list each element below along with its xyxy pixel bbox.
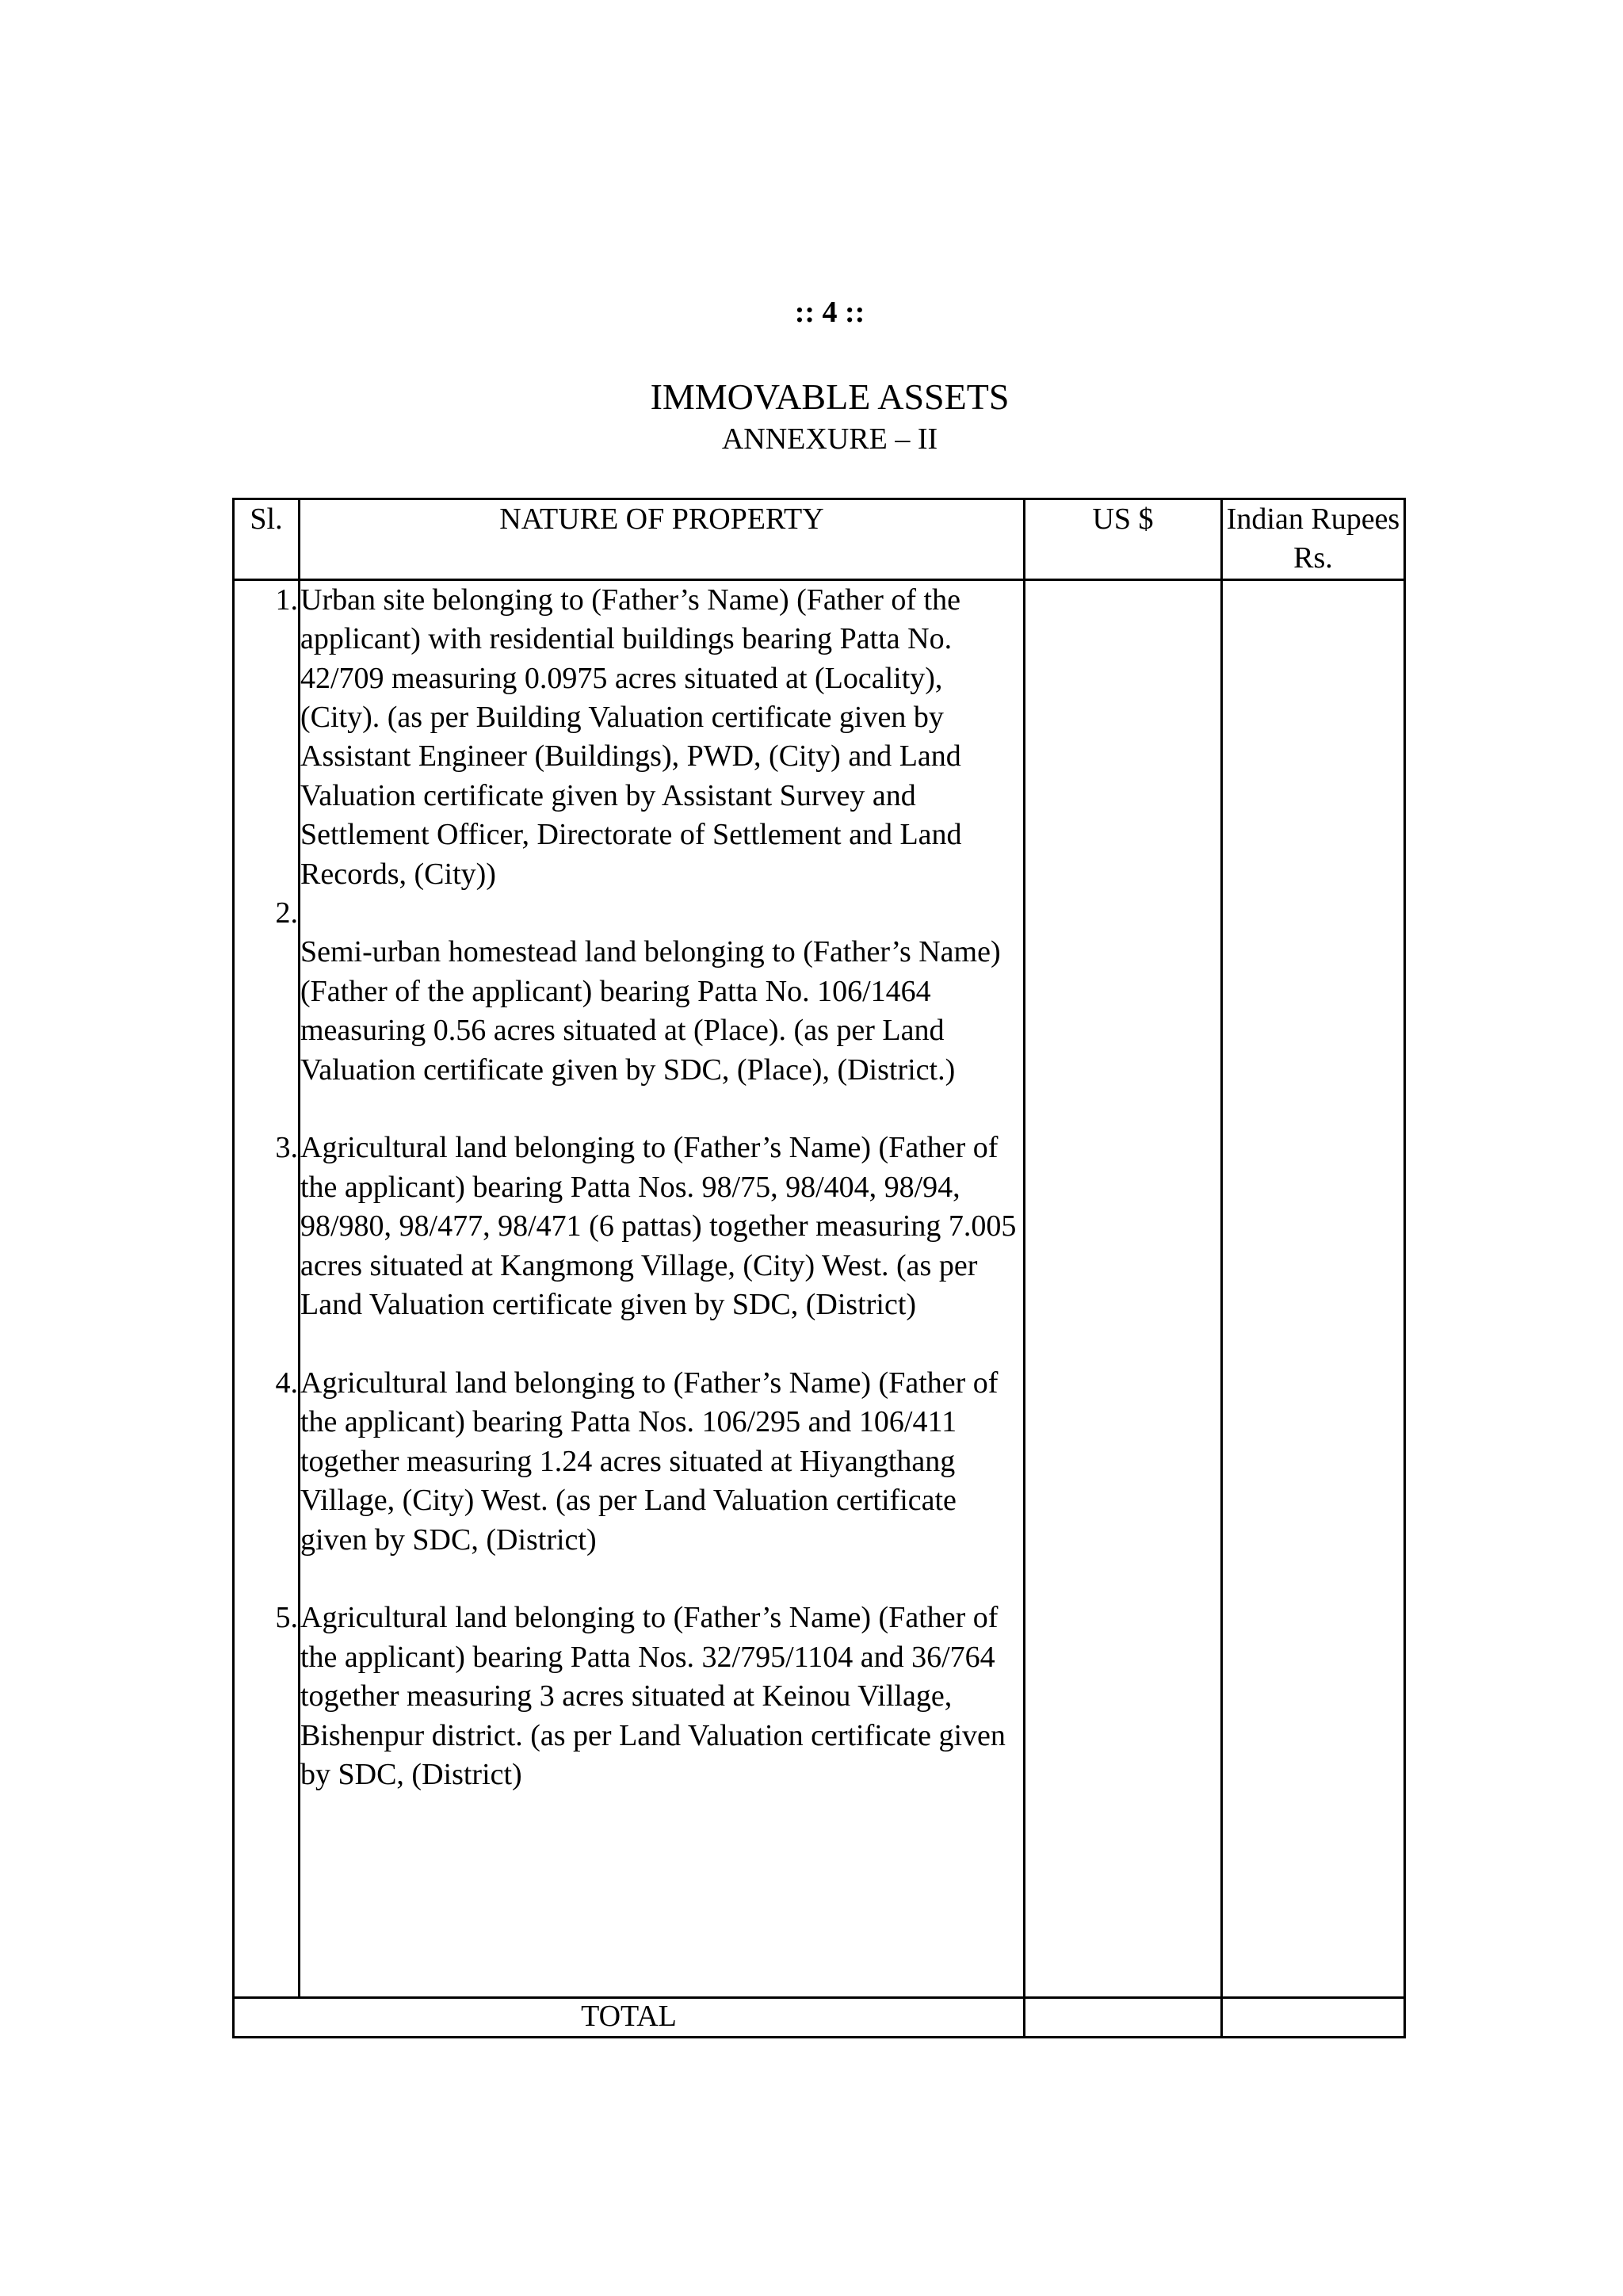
serial-number: 2.: [275, 896, 298, 930]
property-description: Urban site belonging to (Father’s Name) (Father of the applicant) with residential buildings bearing Patta No. 42/709 measuring 0.0975 acres situated at (Locality), (City). (as per Building Valuation certificate given by Assistant Engineer (Buildings), PWD, (City) and Land Valuation certificate given by Assistant Survey and Settlement Officer, Directorate of Settlement and Land Records, (City)): [300, 583, 962, 891]
serial-number: 4.: [275, 1366, 298, 1400]
header-us-dollars: US $: [1025, 499, 1222, 580]
total-row: [234, 1997, 1405, 2037]
header-serial-number: Sl.: [234, 499, 300, 580]
serial-number: 5.: [275, 1601, 298, 1635]
property-description: Agricultural land belonging to (Father’s Name) (Father of the applicant) bearing Patta Nos. 32/795/1104 and 36/764 together measuring 3 acres situated at Keinou Village, Bishenpur district. (as per Land Valuation certificate given by SDC, (District): [300, 1601, 1006, 1791]
header-nature-of-property: NATURE OF PROPERTY: [300, 499, 1025, 580]
property-description: Agricultural land belonging to (Father’s Name) (Father of the applicant) bearing Patta Nos. 106/295 and 106/411 together measuring 1.24 acres situated at Hiyangthang Village, (City) West. (as per Land Valuation certificate given by SDC, (District): [300, 1366, 999, 1557]
page-number: :: 4 ::: [794, 296, 865, 329]
annexure-label: ANNEXURE – II: [721, 422, 938, 456]
property-description: Agricultural land belonging to (Father’s Name) (Father of the applicant) bearing Patta Nos. 98/75, 98/404, 98/94, 98/980, 98/477, 98/471 (6 pattas) together measuring 7.005 acres situated at Kangmong Village, (City) West. (as per Land Valuation certificate given by SDC, (District): [300, 1131, 1017, 1322]
total-label: TOTAL: [234, 1997, 1025, 2037]
serial-number-column: [234, 579, 300, 1997]
total-indian-rupees-cell: [1222, 1997, 1405, 2037]
indian-rupees-value-cell: [1222, 579, 1405, 1997]
property-description: Semi-urban homestead land belonging to (Father’s Name) (Father of the applicant) bearing Patta No. 106/1464 measuring 0.56 acres situated at (Place). (as per Land Valuation certificate given by SDC, (Place), (District.): [300, 935, 1001, 1087]
table-header-row: [234, 499, 1405, 580]
immovable-assets-table: [232, 498, 1406, 2038]
serial-number: 3.: [275, 1131, 298, 1165]
us-dollar-value-cell: [1025, 579, 1222, 1997]
table-body-row: [234, 579, 1405, 1997]
serial-number: 1.: [275, 583, 298, 617]
nature-of-property-column: [300, 579, 1025, 1997]
total-us-dollar-cell: [1025, 1997, 1222, 2037]
document-title: IMMOVABLE ASSETS: [650, 376, 1010, 417]
header-indian-rupees: Indian Rupees Rs.: [1222, 499, 1405, 580]
